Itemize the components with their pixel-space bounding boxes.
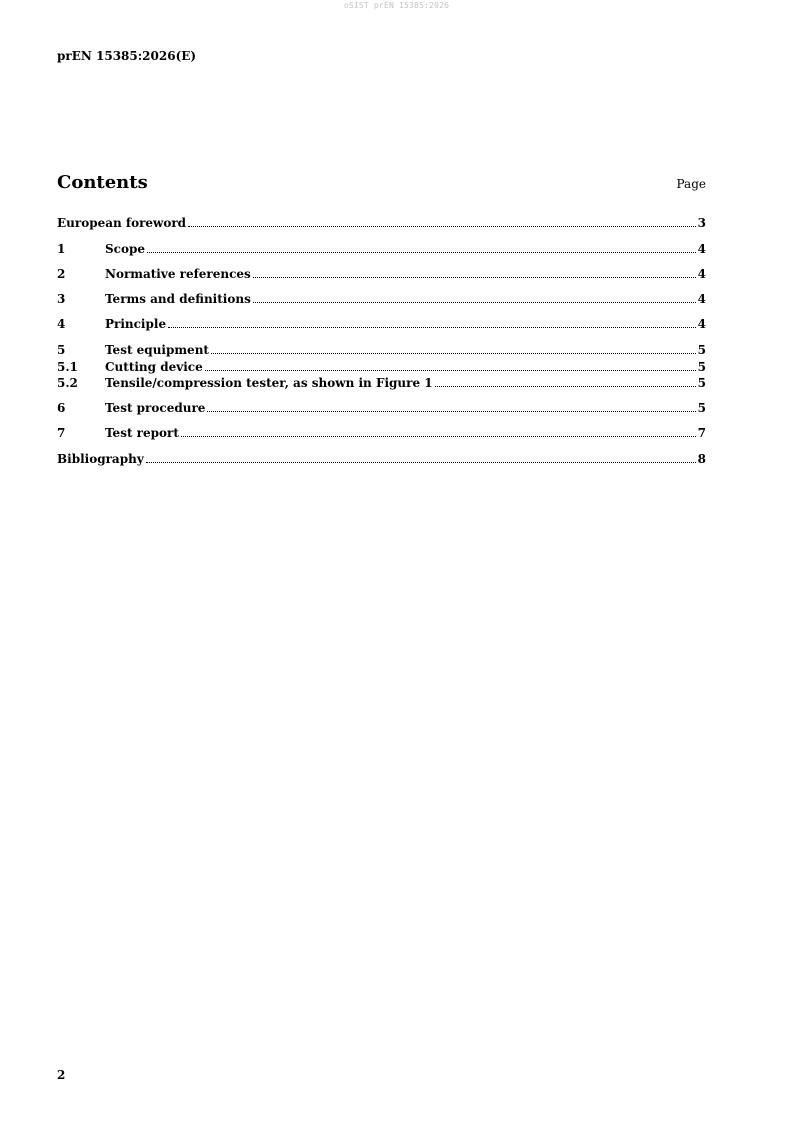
toc-entry-european-foreword[interactable]: [57, 216, 706, 230]
toc-entry-bibliography[interactable]: [57, 452, 706, 466]
toc-entry-number: 2: [57, 267, 66, 281]
toc-entry-principle[interactable]: [57, 317, 706, 331]
page-column-label: Page: [676, 177, 706, 191]
toc-entry-number: 6: [57, 401, 66, 415]
toc-entry-page: 4: [697, 292, 706, 306]
toc-entry-test-report[interactable]: [57, 426, 706, 440]
toc-entry-title: Cutting device: [105, 360, 203, 374]
toc-leader-dots: [147, 252, 696, 253]
toc-leader-dots: [188, 226, 696, 227]
toc-entry-tensile-compression-tester[interactable]: [57, 376, 706, 390]
document-identifier: prEN 15385:2026(E): [57, 49, 197, 63]
toc-leader-dots: [205, 370, 696, 371]
toc-entry-page: 3: [697, 216, 706, 230]
toc-entry-number: 1: [57, 242, 66, 256]
toc-entry-cutting-device[interactable]: [57, 360, 706, 374]
toc-entry-title: Test report: [105, 426, 179, 440]
toc-entry-number: 5: [57, 343, 66, 357]
toc-leader-dots: [168, 327, 696, 328]
footer-page-number: 2: [57, 1068, 66, 1082]
toc-entry-page: 4: [697, 267, 706, 281]
toc-entry-title: European foreword: [57, 216, 187, 230]
toc-entry-title: Test equipment: [105, 343, 209, 357]
contents-header: [57, 172, 706, 196]
contents-title: Contents: [57, 172, 148, 193]
toc-entry-title: Principle: [105, 317, 167, 331]
toc-entry-title: Tensile/compression tester, as shown in Figure 1: [105, 376, 433, 390]
toc-entry-page: 4: [697, 242, 706, 256]
toc-entry-number: 3: [57, 292, 66, 306]
toc-leader-dots: [253, 277, 696, 278]
toc-entry-title: Test procedure: [105, 401, 206, 415]
toc-leader-dots: [211, 353, 696, 354]
toc-leader-dots: [146, 462, 696, 463]
toc-entry-page: 5: [697, 343, 706, 357]
toc-entry-number: 4: [57, 317, 66, 331]
toc-entry-page: 7: [697, 426, 706, 440]
toc-entry-title: Terms and definitions: [105, 292, 251, 306]
toc-entry-number: 5.2: [57, 376, 78, 390]
toc-entry-title: Scope: [105, 242, 146, 256]
toc-entry-test-procedure[interactable]: [57, 401, 706, 415]
toc-entry-page: 8: [697, 452, 706, 466]
toc-entry-number: 5.1: [57, 360, 78, 374]
toc-entry-normative-references[interactable]: [57, 267, 706, 281]
toc-entry-title: Normative references: [105, 267, 251, 281]
toc-entry-title: Bibliography: [57, 452, 144, 466]
toc-leader-dots: [435, 386, 696, 387]
toc-leader-dots: [181, 436, 696, 437]
toc-entry-page: 5: [697, 360, 706, 374]
toc-entry-page: 5: [697, 376, 706, 390]
toc-entry-page: 4: [697, 317, 706, 331]
toc-entry-terms-and-definitions[interactable]: [57, 292, 706, 306]
toc-leader-dots: [207, 411, 695, 412]
toc-entry-number: 7: [57, 426, 66, 440]
toc-entry-test-equipment[interactable]: [57, 343, 706, 357]
toc-entry-scope[interactable]: [57, 242, 706, 256]
toc-leader-dots: [253, 302, 696, 303]
watermark: oSIST prEN 15385:2026: [343, 1, 450, 10]
toc-entry-page: 5: [697, 401, 706, 415]
